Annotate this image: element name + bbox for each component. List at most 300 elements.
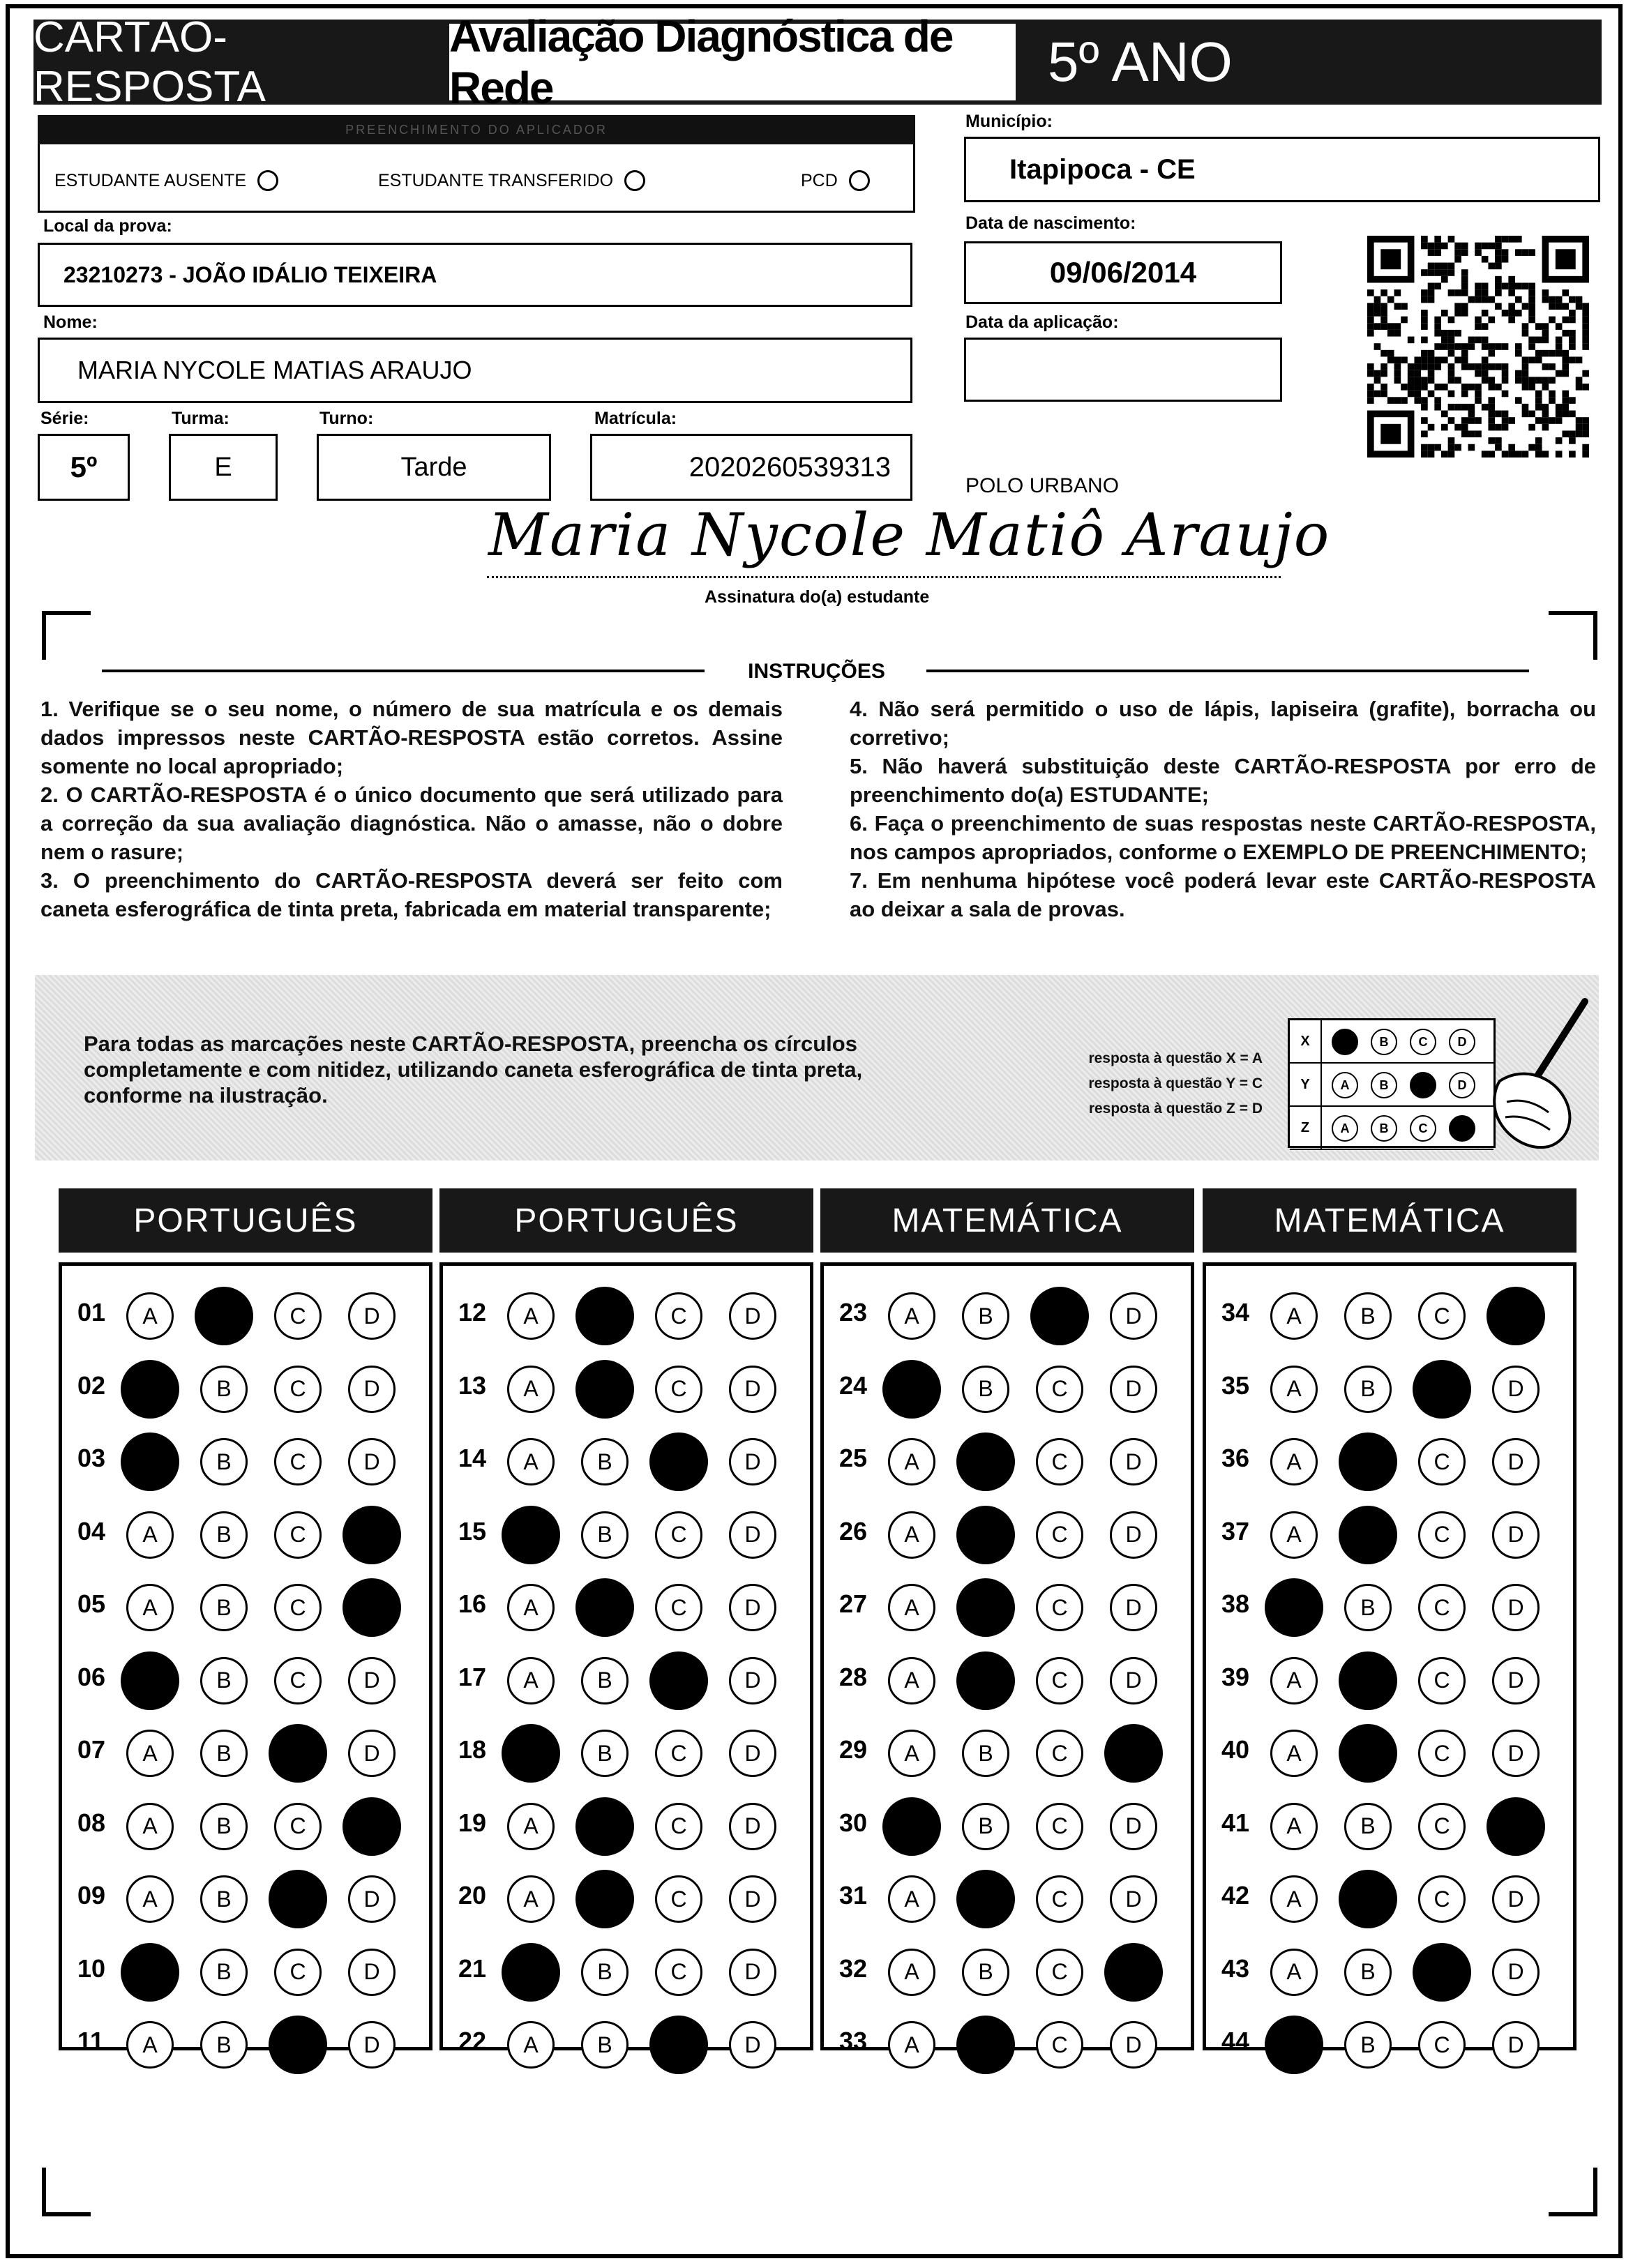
answer-bubble-d[interactable]: D [729, 1875, 776, 1923]
question-number: 31 [839, 1881, 868, 1910]
answer-bubble-b[interactable]: B [581, 1438, 629, 1485]
answer-bubble-a-filled[interactable] [502, 1506, 560, 1564]
answer-bubble-a-filled[interactable] [1265, 2016, 1323, 2074]
answer-bubble-d[interactable]: D [1492, 1511, 1540, 1559]
question-number: 21 [458, 1953, 487, 1983]
answer-bubble-d[interactable]: D [348, 1438, 396, 1485]
answer-bubble-a[interactable]: A [507, 1584, 555, 1631]
answer-bubble-d[interactable]: D [729, 1657, 776, 1704]
local-field [38, 243, 912, 307]
example-bubble-a: A [1332, 1072, 1358, 1098]
question-row [443, 1353, 810, 1426]
question-row [1206, 2009, 1573, 2081]
example-text: Para todas as marcações neste CARTÃO-RESPOSTA, preencha os círculos completamente e com nitidez, utilizando caneta esferográfica de tinta preta, conforme na ilustração. [84, 1031, 863, 1107]
answer-bubble-b[interactable]: B [1344, 1949, 1392, 1996]
answer-bubble-c[interactable]: C [655, 1292, 702, 1340]
answer-bubble-a[interactable]: A [1270, 1438, 1318, 1485]
answer-bubble-d[interactable]: D [729, 1730, 776, 1777]
answer-bubble-a[interactable]: A [507, 1366, 555, 1413]
option-pcd[interactable] [801, 170, 870, 191]
answer-bubble-b[interactable]: B [1344, 1584, 1392, 1631]
answer-bubble-c[interactable]: C [274, 1657, 322, 1704]
answer-bubble-c[interactable]: C [1418, 1730, 1466, 1777]
answer-bubble-b[interactable]: B [200, 1730, 248, 1777]
example-bubble-d: D [1449, 1072, 1475, 1098]
answer-bubble-a-filled[interactable] [1265, 1578, 1323, 1637]
question-number: 22 [458, 2027, 487, 2055]
question-number: 09 [77, 1881, 106, 1910]
option-transferred[interactable] [378, 170, 645, 191]
answer-bubble-d[interactable]: D [1110, 1803, 1157, 1850]
question-row [1206, 1936, 1573, 2009]
answer-bubble-a[interactable]: A [507, 1657, 555, 1704]
answer-bubble-b[interactable]: B [200, 1511, 248, 1559]
answer-bubble-c[interactable]: C [274, 1366, 322, 1413]
example-label-y: resposta à questão Y = C [1088, 1075, 1263, 1091]
question-row [824, 1280, 1191, 1352]
name-field [38, 338, 912, 403]
answer-bubble-d[interactable]: D [1492, 1949, 1540, 1996]
answer-bubble-b-filled[interactable] [195, 1287, 253, 1345]
answer-bubble-a[interactable]: A [888, 1511, 935, 1559]
question-row [62, 1499, 429, 1571]
answer-bubble-b-filled[interactable] [956, 1870, 1015, 1928]
answer-bubble-c[interactable]: C [1418, 1511, 1466, 1559]
answer-bubble-a-filled[interactable] [121, 1651, 179, 1710]
example-bubble-b: B [1371, 1115, 1397, 1142]
answer-bubble-b[interactable]: B [1344, 1366, 1392, 1413]
corner-mark-bottom-left [42, 2168, 91, 2216]
answer-bubble-b-filled[interactable] [575, 1797, 634, 1856]
answer-bubble-c[interactable]: C [1418, 1875, 1466, 1923]
answer-bubble-b-filled[interactable] [1339, 1432, 1397, 1491]
answer-bubble-d[interactable]: D [1492, 1366, 1540, 1413]
answer-bubble-c[interactable]: C [655, 1949, 702, 1996]
polo-label: POLO URBANO [965, 474, 1120, 497]
answer-bubble-a-filled[interactable] [121, 1432, 179, 1491]
option-absent-circle[interactable] [257, 170, 278, 191]
status-bar-label: PREENCHIMENTO DO APLICADOR [345, 122, 608, 137]
signature-line [487, 576, 1281, 578]
question-row [443, 1790, 810, 1863]
question-number: 29 [839, 1735, 868, 1764]
answer-bubble-c[interactable]: C [1418, 1438, 1466, 1485]
question-row [824, 2009, 1191, 2081]
answer-bubble-c[interactable]: C [274, 1584, 322, 1631]
answer-bubble-c-filled[interactable] [1413, 1943, 1471, 2002]
question-row [443, 1280, 810, 1352]
example-row [1290, 1064, 1493, 1107]
serie-label: Série: [40, 409, 89, 428]
answer-bubble-a[interactable]: A [1270, 1730, 1318, 1777]
birthdate-label: Data de nascimento: [965, 213, 1136, 233]
answer-bubble-c[interactable]: C [1418, 1292, 1466, 1340]
local-value: 23210273 - JOÃO IDÁLIO TEIXEIRA [63, 262, 437, 287]
answer-bubble-a[interactable]: A [126, 1730, 174, 1777]
answer-bubble-b[interactable]: B [581, 1730, 629, 1777]
answer-bubble-d-filled[interactable] [343, 1797, 401, 1856]
answer-bubble-c[interactable]: C [655, 1511, 702, 1559]
answer-bubble-c[interactable]: C [1036, 2021, 1083, 2069]
answer-bubble-d-filled[interactable] [1104, 1943, 1163, 2002]
answer-bubble-a[interactable]: A [888, 1657, 935, 1704]
answer-bubble-a[interactable]: A [507, 1292, 555, 1340]
answer-bubble-d[interactable]: D [729, 1584, 776, 1631]
status-bar [38, 115, 915, 144]
answer-bubble-d[interactable]: D [729, 1366, 776, 1413]
question-row [62, 1571, 429, 1644]
answer-bubble-b[interactable]: B [200, 1584, 248, 1631]
question-number: 30 [839, 1808, 868, 1837]
question-number: 32 [839, 1953, 868, 1983]
answer-bubble-d[interactable]: D [729, 1803, 776, 1850]
answer-bubble-c[interactable]: C [1036, 1584, 1083, 1631]
answer-bubble-d[interactable]: D [1110, 1511, 1157, 1559]
question-number: 34 [1221, 1298, 1250, 1326]
example-bubble-c: C [1410, 1115, 1436, 1142]
option-pcd-circle[interactable] [849, 170, 870, 191]
question-row [824, 1426, 1191, 1498]
answer-bubble-c-filled[interactable] [1030, 1287, 1089, 1345]
question-row [1206, 1645, 1573, 1717]
answer-bubble-b[interactable]: B [581, 1511, 629, 1559]
question-row [824, 1790, 1191, 1863]
serie-field [38, 434, 130, 501]
exam-title: Avaliação Diagnóstica de Rede [449, 20, 1016, 105]
example-bubble-c [1410, 1072, 1436, 1098]
turma-value: E [214, 452, 232, 482]
signature: Maria Nycole Matiô Araujo [488, 501, 1331, 569]
question-number: 08 [77, 1808, 106, 1837]
question-number: 19 [458, 1808, 487, 1837]
answer-bubble-d[interactable]: D [348, 1949, 396, 1996]
answer-bubble-b-filled[interactable] [575, 1360, 634, 1419]
question-number: 04 [77, 1516, 106, 1545]
answer-bubble-b-filled[interactable] [956, 1578, 1015, 1637]
answer-bubble-a[interactable]: A [126, 2021, 174, 2069]
question-number: 01 [77, 1298, 106, 1326]
question-row [62, 1936, 429, 2009]
answer-bubble-c-filled[interactable] [649, 1651, 708, 1710]
question-row [824, 1863, 1191, 1935]
example-row [1290, 1107, 1493, 1150]
answer-bubble-b[interactable]: B [962, 1730, 1009, 1777]
municipio-value: Itapipoca - CE [1009, 153, 1196, 185]
instruction-5: 5. Não haverá substituição deste CARTÃO-RESPOSTA por erro de preenchimento do(a) ESTUDANTE; [850, 754, 1596, 807]
corner-mark-top-right [1549, 611, 1597, 660]
answer-bubble-a[interactable]: A [1270, 1803, 1318, 1850]
answer-bubble-d[interactable]: D [1110, 2021, 1157, 2069]
answer-bubble-d[interactable]: D [1110, 1438, 1157, 1485]
answer-bubble-b-filled[interactable] [1339, 1870, 1397, 1928]
option-absent[interactable] [54, 170, 278, 191]
answer-bubble-a[interactable]: A [888, 1292, 935, 1340]
answer-bubble-d[interactable]: D [729, 2021, 776, 2069]
instructions-left [40, 695, 783, 923]
name-value: MARIA NYCOLE MATIAS ARAUJO [77, 356, 472, 384]
answer-bubble-c-filled[interactable] [269, 1724, 327, 1783]
application-date-field [964, 338, 1282, 402]
answer-bubble-b[interactable]: B [581, 1657, 629, 1704]
answer-bubble-d[interactable]: D [729, 1511, 776, 1559]
answer-bubble-d[interactable]: D [1492, 1875, 1540, 1923]
answer-bubble-a[interactable]: A [1270, 1949, 1318, 1996]
answer-bubble-c[interactable]: C [1036, 1657, 1083, 1704]
answer-bubble-b[interactable]: B [962, 1803, 1009, 1850]
question-row [62, 2009, 429, 2081]
answer-bubble-c[interactable]: C [1418, 1657, 1466, 1704]
answer-bubble-b[interactable]: B [200, 1657, 248, 1704]
local-label: Local da prova: [43, 216, 172, 236]
answer-bubble-a[interactable]: A [126, 1875, 174, 1923]
municipio-field [964, 137, 1600, 202]
question-number: 38 [1221, 1589, 1250, 1618]
answer-bubble-a[interactable]: A [126, 1511, 174, 1559]
answer-bubble-d[interactable]: D [1492, 1657, 1540, 1704]
answer-bubble-b-filled[interactable] [956, 2016, 1015, 2074]
answer-bubble-c-filled[interactable] [1413, 1360, 1471, 1419]
answer-bubble-a[interactable]: A [126, 1803, 174, 1850]
answer-bubble-c[interactable]: C [655, 1584, 702, 1631]
subject-column [820, 1262, 1194, 2057]
answer-bubble-b[interactable]: B [200, 1803, 248, 1850]
answer-bubble-b-filled[interactable] [575, 1578, 634, 1637]
answer-bubble-b-filled[interactable] [956, 1432, 1015, 1491]
answer-bubble-a[interactable]: A [888, 1949, 935, 1996]
question-number: 20 [458, 1881, 487, 1910]
example-label-x: resposta à questão X = A [1088, 1050, 1263, 1066]
question-number: 42 [1221, 1881, 1250, 1910]
answer-bubble-b-filled[interactable] [575, 1287, 634, 1345]
answer-bubble-d[interactable]: D [348, 2021, 396, 2069]
answer-bubble-a[interactable]: A [888, 1584, 935, 1631]
answer-bubble-d[interactable]: D [348, 1875, 396, 1923]
question-number: 14 [458, 1444, 487, 1472]
name-label: Nome: [43, 312, 98, 332]
answer-bubble-a[interactable]: A [1270, 1657, 1318, 1704]
answer-bubble-c[interactable]: C [655, 1803, 702, 1850]
question-number: 03 [77, 1444, 106, 1472]
example-bubble-a: A [1332, 1115, 1358, 1142]
question-row [824, 1936, 1191, 2009]
answer-bubble-d[interactable]: D [729, 1438, 776, 1485]
answer-bubble-a[interactable]: A [888, 1730, 935, 1777]
card-title: CARTÃO-RESPOSTA [33, 20, 449, 105]
answer-bubble-c[interactable]: C [1036, 1730, 1083, 1777]
answer-bubble-b-filled[interactable] [956, 1506, 1015, 1564]
answer-bubble-d[interactable]: D [348, 1730, 396, 1777]
answer-bubble-d[interactable]: D [729, 1949, 776, 1996]
subject-header: MATEMÁTICA [820, 1188, 1194, 1253]
instruction-1: 1. Verifique se o seu nome, o número de sua matrícula e os demais dados impressos neste CARTÃO-RESPOSTA estão corretos. Assine somente no local apropriado; [40, 697, 783, 778]
example-bubble-b: B [1371, 1072, 1397, 1098]
question-number: 23 [839, 1298, 868, 1326]
answer-bubble-d-filled[interactable] [343, 1506, 401, 1564]
answer-bubble-c[interactable]: C [655, 1875, 702, 1923]
answer-bubble-c[interactable]: C [655, 1366, 702, 1413]
answer-bubble-c[interactable]: C [274, 1949, 322, 1996]
answer-bubble-b[interactable]: B [200, 1875, 248, 1923]
answer-bubble-a[interactable]: A [1270, 1875, 1318, 1923]
answer-bubble-a[interactable]: A [126, 1584, 174, 1631]
municipio-label: Município: [965, 112, 1053, 131]
signature-label: Assinatura do(a) estudante [705, 587, 930, 607]
answer-bubble-c-filled[interactable] [269, 2016, 327, 2074]
corner-mark-top-left [42, 611, 91, 660]
answer-bubble-a[interactable]: A [507, 1875, 555, 1923]
answer-bubble-d[interactable]: D [1110, 1584, 1157, 1631]
answer-bubble-d[interactable]: D [1492, 1438, 1540, 1485]
answer-bubble-b[interactable]: B [1344, 1803, 1392, 1850]
answer-bubble-c[interactable]: C [1036, 1803, 1083, 1850]
answer-bubble-c-filled[interactable] [649, 2016, 708, 2074]
answer-bubble-c[interactable]: C [1036, 1875, 1083, 1923]
answer-bubble-a[interactable]: A [507, 1438, 555, 1485]
answer-bubble-a[interactable]: A [1270, 1366, 1318, 1413]
birthdate-value: 09/06/2014 [1049, 256, 1197, 289]
answer-bubble-c[interactable]: C [1036, 1511, 1083, 1559]
question-number: 36 [1221, 1444, 1250, 1472]
answer-bubble-c[interactable]: C [655, 1730, 702, 1777]
answer-bubble-b[interactable]: B [200, 2021, 248, 2069]
answer-bubble-b[interactable]: B [581, 1949, 629, 1996]
answer-bubble-c[interactable]: C [1036, 1949, 1083, 1996]
question-row [1206, 1353, 1573, 1426]
question-row [824, 1645, 1191, 1717]
option-pcd-label: PCD [801, 170, 838, 190]
instruction-4: 4. Não será permitido o uso de lápis, lapiseira (grafite), borracha ou corretivo; [850, 697, 1596, 750]
answer-bubble-c-filled[interactable] [269, 1870, 327, 1928]
subject-column [439, 1262, 813, 2057]
question-number: 02 [77, 1370, 106, 1400]
question-row [824, 1717, 1191, 1790]
answer-bubble-d-filled[interactable] [1487, 1287, 1545, 1345]
answer-bubble-a[interactable]: A [507, 2021, 555, 2069]
answer-bubble-a-filled[interactable] [121, 1943, 179, 2002]
example-bubble-a [1332, 1029, 1358, 1055]
answer-bubble-d[interactable]: D [348, 1366, 396, 1413]
question-row [1206, 1280, 1573, 1352]
answer-bubble-d[interactable]: D [1492, 1730, 1540, 1777]
answer-bubble-d[interactable]: D [1110, 1292, 1157, 1340]
question-row [443, 1499, 810, 1571]
answer-bubble-b-filled[interactable] [1339, 1506, 1397, 1564]
application-date-label: Data da aplicação: [965, 312, 1119, 332]
example-row-key: X [1290, 1020, 1322, 1062]
answer-bubble-b-filled[interactable] [575, 1870, 634, 1928]
answer-bubble-a-filled[interactable] [502, 1943, 560, 2002]
question-row [62, 1280, 429, 1352]
qr-code-icon [1367, 236, 1589, 458]
option-absent-label: ESTUDANTE AUSENTE [54, 170, 247, 190]
answer-bubble-c[interactable]: C [274, 1511, 322, 1559]
answer-bubble-d[interactable]: D [1110, 1657, 1157, 1704]
question-number: 05 [77, 1589, 106, 1618]
answer-bubble-b[interactable]: B [962, 1949, 1009, 1996]
example-bubble-b: B [1371, 1029, 1397, 1055]
answer-bubble-a[interactable]: A [126, 1292, 174, 1340]
answer-bubble-c[interactable]: C [274, 1438, 322, 1485]
answer-bubble-b[interactable]: B [200, 1438, 248, 1485]
answer-bubble-b[interactable]: B [1344, 1292, 1392, 1340]
answer-bubble-b[interactable]: B [200, 1366, 248, 1413]
subject-header: MATEMÁTICA [1203, 1188, 1576, 1253]
answer-bubble-a[interactable]: A [888, 1438, 935, 1485]
answer-bubble-c[interactable]: C [1036, 1438, 1083, 1485]
answer-bubble-c[interactable]: C [1418, 1803, 1466, 1850]
option-transferred-circle[interactable] [624, 170, 645, 191]
serie-value: 5º [70, 451, 98, 483]
answer-bubble-d[interactable]: D [729, 1292, 776, 1340]
answer-bubble-c[interactable]: C [1036, 1366, 1083, 1413]
question-row [62, 1863, 429, 1935]
answer-bubble-b[interactable]: B [1344, 2021, 1392, 2069]
answer-bubble-d[interactable]: D [348, 1292, 396, 1340]
answer-bubble-a-filled[interactable] [882, 1360, 941, 1419]
question-row [443, 1936, 810, 2009]
question-number: 44 [1221, 2027, 1250, 2055]
turma-label: Turma: [172, 409, 229, 428]
answer-bubble-a[interactable]: A [888, 1875, 935, 1923]
answer-bubble-c[interactable]: C [274, 1803, 322, 1850]
question-number: 43 [1221, 1953, 1250, 1983]
answer-bubble-b[interactable]: B [962, 1366, 1009, 1413]
question-number: 18 [458, 1735, 487, 1764]
answer-bubble-b[interactable]: B [962, 1292, 1009, 1340]
instruction-3: 3. O preenchimento do CARTÃO-RESPOSTA deverá ser feito com caneta esferográfica de tinta preta, fabricada em material transparente; [40, 868, 783, 921]
answer-bubble-d[interactable]: D [1110, 1875, 1157, 1923]
question-number: 12 [458, 1298, 487, 1326]
answer-bubble-d-filled[interactable] [1487, 1797, 1545, 1856]
answer-bubble-b[interactable]: B [581, 2021, 629, 2069]
answer-bubble-b[interactable]: B [200, 1949, 248, 1996]
answer-bubble-b-filled[interactable] [1339, 1724, 1397, 1783]
answer-bubble-a[interactable]: A [507, 1803, 555, 1850]
answer-bubble-d[interactable]: D [1492, 1584, 1540, 1631]
answer-bubble-a-filled[interactable] [502, 1724, 560, 1783]
question-number: 39 [1221, 1662, 1250, 1691]
question-number: 27 [839, 1589, 868, 1618]
answer-bubble-d[interactable]: D [348, 1657, 396, 1704]
turno-value: Tarde [400, 452, 467, 482]
answer-bubble-a-filled[interactable] [882, 1797, 941, 1856]
answer-bubble-a[interactable]: A [1270, 1511, 1318, 1559]
answer-bubble-a-filled[interactable] [121, 1360, 179, 1419]
question-number: 35 [1221, 1370, 1250, 1400]
answer-bubble-d[interactable]: D [1492, 2021, 1540, 2069]
answer-bubble-d[interactable]: D [1110, 1366, 1157, 1413]
answer-bubble-a[interactable]: A [888, 2021, 935, 2069]
answer-bubble-c[interactable]: C [274, 1292, 322, 1340]
instructions-right [850, 695, 1596, 923]
answer-bubble-d-filled[interactable] [1104, 1724, 1163, 1783]
example-row [1290, 1020, 1493, 1064]
question-number: 07 [77, 1735, 106, 1764]
question-number: 13 [458, 1370, 487, 1400]
question-row [824, 1499, 1191, 1571]
answer-bubble-d-filled[interactable] [343, 1578, 401, 1637]
answer-bubble-b-filled[interactable] [956, 1651, 1015, 1710]
question-number: 17 [458, 1662, 487, 1691]
answer-bubble-c-filled[interactable] [649, 1432, 708, 1491]
answer-bubble-c[interactable]: C [1418, 1584, 1466, 1631]
example-bubble-c: C [1410, 1029, 1436, 1055]
answer-bubble-a[interactable]: A [1270, 1292, 1318, 1340]
answer-bubble-b-filled[interactable] [1339, 1651, 1397, 1710]
answer-bubble-c[interactable]: C [1418, 2021, 1466, 2069]
example-grid [1288, 1018, 1496, 1148]
matricula-field [590, 434, 912, 501]
